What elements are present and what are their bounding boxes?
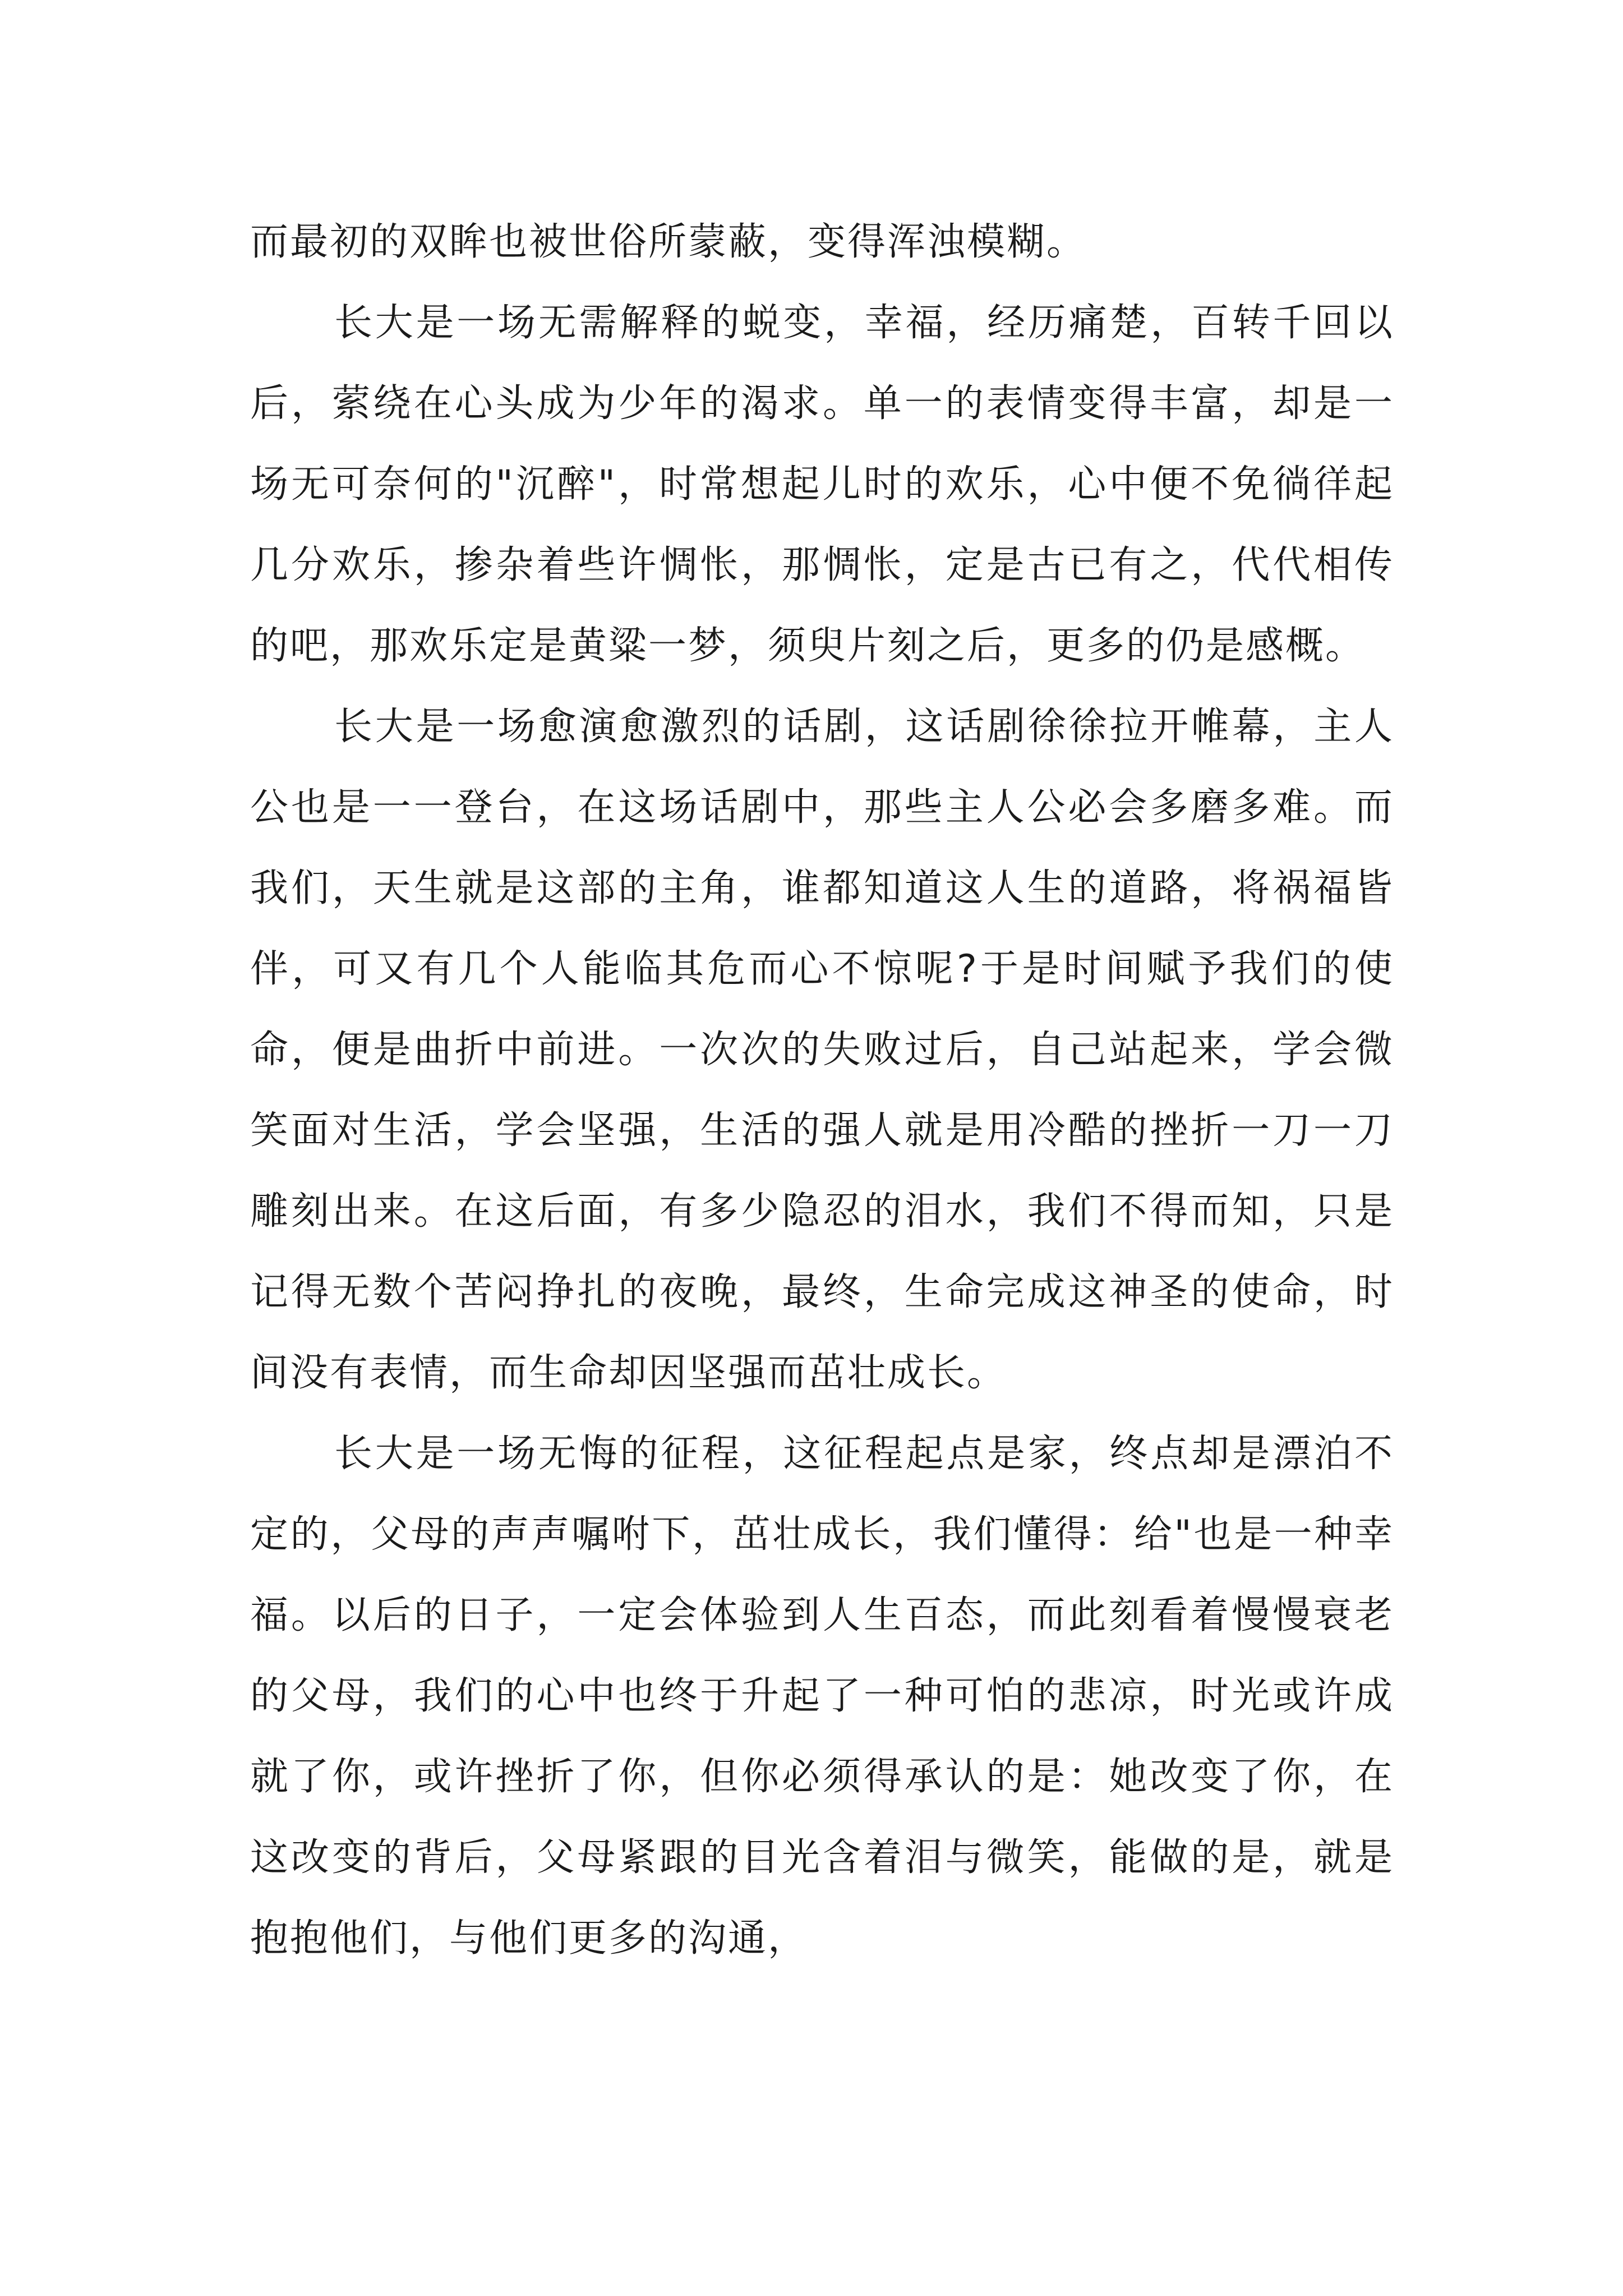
paragraph-drama: 长大是一场愈演愈激烈的话剧，这话剧徐徐拉开帷幕，主人公也是一一登台，在这场话剧中，那些主人公必会多磨多难。而我们，天生就是这部的主角，谁都知道这人生的道路，将祸福皆伴，可又有几个人能临其危而心不惊呢?于是时间赋予我们的使命，便是曲折中前进。一次次的失败过后，自己站起来，学会微笑面对生活，学会坚强，生活的强人就是用冷酷的挫折一刀一刀雕刻出来。在这后面，有多少隐忍的泪水，我们不得而知，只是记得无数个苦闷挣扎的夜晚，最终，生命完成这神圣的使命，时间没有表情，而生命却因坚强而茁壮成长。 — [250, 705, 1394, 1395]
body-text — [250, 202, 1394, 1979]
paragraph-journey: 长大是一场无悔的征程，这征程起点是家，终点却是漂泊不定的，父母的声声嘱咐下，茁壮成长，我们懂得：给"也是一种幸福。以后的日子，一定会体验到人生百态，而此刻看着慢慢衰老的父母，我们的心中也终于升起了一种可怕的悲凉，时光或许成就了你，或许挫折了你，但你必须得承认的是：她改变了你，在这改变的背后，父母紧跟的目光含着泪与微笑，能做的是，就是抱抱他们，与他们更多的沟通， — [250, 1432, 1394, 1961]
paragraph-transformation: 长大是一场无需解释的蜕变，幸福，经历痛楚，百转千回以后，萦绕在心头成为少年的渴求。单一的表情变得丰富，却是一场无可奈何的"沉醉"，时常想起儿时的欢乐，心中便不免徜徉起几分欢乐，掺杂着些许惆怅，那惆怅，定是古已有之，代代相传的吧，那欢乐定是黄粱一梦，须臾片刻之后，更多的仍是感概。 — [250, 301, 1394, 668]
paragraph-continued: 而最初的双眸也被世俗所蒙蔽，变得浑浊模糊。 — [250, 220, 1087, 264]
